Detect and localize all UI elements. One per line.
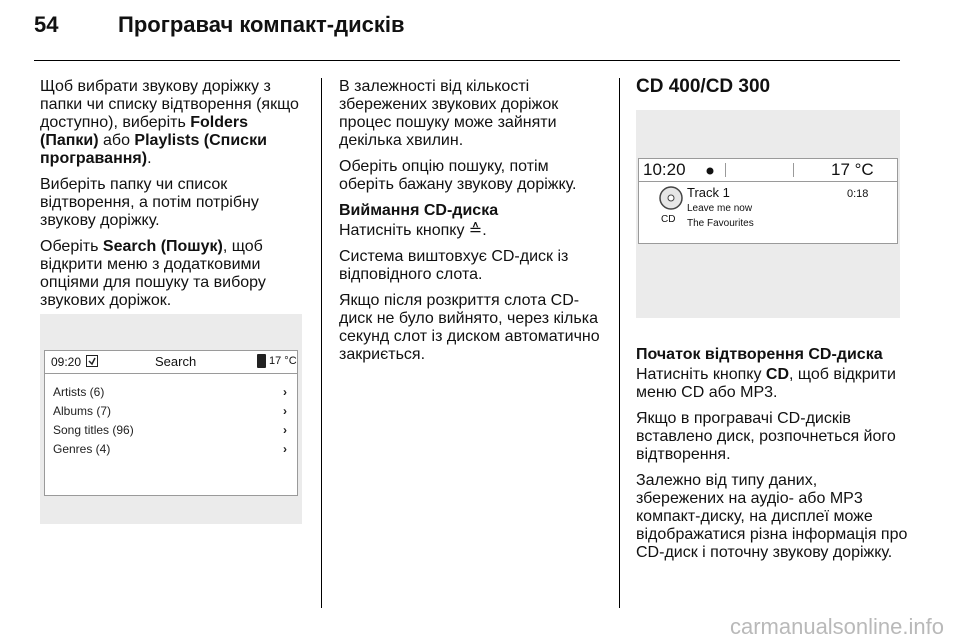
header-rule: [34, 60, 900, 61]
paragraph-select-search-option: Оберіть опцію пошуку, потім оберіть бажану звукову доріжку.: [339, 158, 577, 193]
cd-disc-icon: [659, 186, 683, 215]
search-item-artists[interactable]: Artists (6) ›: [53, 385, 287, 399]
playlists-option: Playlists (Списки програвання): [40, 132, 267, 167]
paragraph-auto-close: Якщо після розкриття слота CD-диск не було вийнято, через кілька секунд слот із диском автоматично закриється.: [339, 292, 600, 363]
song-title: Leave me now: [687, 203, 753, 214]
paragraph-search-duration: В залежності від кількості збережених звукових доріжок процес пошуку може зайняти декілька хвилин.: [339, 78, 559, 149]
column-3-body: [636, 340, 908, 570]
cd-screen-figure: [636, 110, 900, 318]
column-2: [339, 78, 607, 372]
watermark: carmanualsonline.info: [729, 614, 944, 639]
column-divider-1: [321, 78, 322, 608]
search-screen-figure: [40, 314, 302, 524]
section-heading-eject: Виймання CD-диска: [339, 202, 499, 219]
paragraph-eject-system: Система виштовхує CD-диск із відповідного слота.: [339, 248, 569, 283]
back-icon[interactable]: [86, 354, 98, 370]
paragraph-disc-inserted: Якщо в програвачі CD-дисків вставлено диск, розпочнеться його відтворення.: [636, 410, 896, 463]
page-title: Програвач компакт-дисків: [118, 12, 405, 37]
paragraph-press-cd: Натисніть кнопку CD, щоб відкрити меню CD або MP3.: [636, 366, 896, 401]
search-status-bar: [45, 351, 297, 374]
search-item-song-titles[interactable]: Song titles (96) ›: [53, 423, 287, 437]
temperature: 17 °C: [831, 160, 874, 179]
column-divider-2: [619, 78, 620, 608]
search-display: [44, 350, 298, 496]
page-number: 54: [34, 12, 59, 37]
temperature: 17 °C: [269, 355, 297, 367]
chevron-right-icon: ›: [283, 423, 287, 437]
album-title: The Favourites: [687, 218, 754, 229]
paragraph-press-eject: Натисніть кнопку ≙.: [339, 222, 487, 239]
chevron-right-icon: ›: [283, 442, 287, 456]
clock: 10:20: [643, 160, 686, 179]
cd-button-label: CD: [765, 366, 789, 383]
chevron-right-icon: ›: [283, 404, 287, 418]
phone-icon: [257, 354, 266, 371]
folders-option: Folders (Папки): [40, 114, 249, 149]
paragraph-search: Оберіть Search (Пошук), щоб відкрити меню з додатковими опціями для пошуку та вибору звукових доріжок.: [40, 238, 266, 309]
screen-title: Search: [155, 354, 197, 369]
paragraph-select-folder: Щоб вибрати звукову доріжку з папки чи списку відтворення (якщо доступно), виберіть Folders (Папки) або Playlists (Списки програвання).: [40, 78, 299, 167]
chevron-right-icon: ›: [283, 385, 287, 399]
section-heading-cd400: CD 400/CD 300: [636, 76, 771, 97]
column-3: [636, 78, 908, 96]
cd-status-bar: [639, 159, 897, 182]
paragraph-select-track: Виберіть папку чи список відтворення, а потім потрібну звукову доріжку.: [40, 176, 259, 229]
cd-label: CD: [661, 214, 676, 225]
search-item-albums[interactable]: Albums (7) ›: [53, 404, 287, 418]
record-dot-icon: [705, 163, 715, 181]
paragraph-data-type: Залежно від типу даних, збережених на аудіо- або MP3 компакт-диску, на дисплеї може відображатися різна інформація про CD-диск і поточну звукову доріжку.: [636, 472, 908, 561]
search-option: Search (Пошук): [102, 238, 223, 255]
column-1: [40, 78, 310, 318]
page-header: [34, 12, 404, 38]
clock: 09:20: [51, 355, 82, 369]
elapsed-time: 0:18: [847, 188, 869, 200]
track-number: Track 1: [687, 185, 730, 200]
search-item-genres[interactable]: Genres (4) ›: [53, 442, 287, 456]
cd-display: [638, 158, 898, 244]
section-heading-start-playback: Початок відтворення CD-диска: [636, 346, 883, 363]
